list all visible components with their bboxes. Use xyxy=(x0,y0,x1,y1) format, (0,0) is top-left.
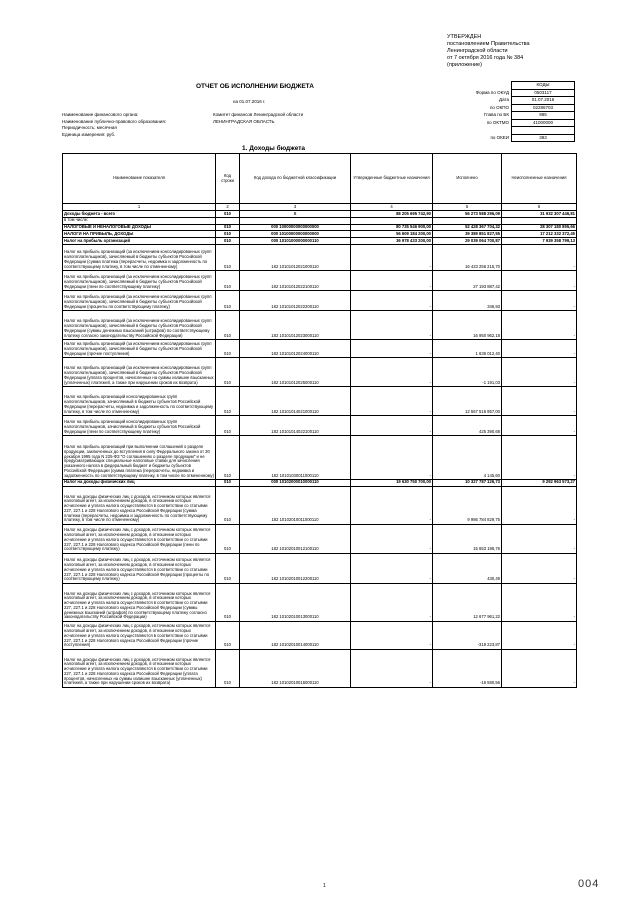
row-income-code: X xyxy=(240,211,351,218)
row-executed: -16 580,56 xyxy=(433,649,502,687)
code-value: 01.07.2016 xyxy=(512,97,575,105)
code-value: 02286703 xyxy=(512,104,575,112)
row-income-code: 182 10101014021000110 xyxy=(240,386,351,415)
row-approved: - xyxy=(351,357,433,386)
row-approved: - xyxy=(351,649,433,687)
row-income-code: 182 10102010014000110 xyxy=(240,621,351,649)
row-line-code: 010 xyxy=(216,583,240,621)
row-income-code: 182 10101030011000110 xyxy=(240,435,351,479)
row-name: Налог на доходы физических лиц с доходов, источником которых является налоговый агент, за исключением доходов, в отношении которых исчисление и уплата налога осуществляются в соответствии со статьями 227, 227.1 и 228 Налогового кодекса Российской Федерации (сумма платежа (перерасчеты, недоимка и задолженность по соответствующему платежу, в том числе по отмененному) xyxy=(63,486,216,524)
row-line-code: 010 xyxy=(216,649,240,687)
row-executed: 56 273 588 296,09 xyxy=(433,211,502,218)
table-row xyxy=(63,479,577,486)
row-executed: -319 223,87 xyxy=(433,621,502,649)
row-executed: 27 193 887,42 xyxy=(433,270,502,290)
table-row xyxy=(63,290,577,310)
row-executed: 52 428 367 704,32 xyxy=(433,224,502,231)
row-executed: 15 653 196,76 xyxy=(433,524,502,553)
row-name: НАЛОГИ НА ПРИБЫЛЬ, ДОХОДЫ xyxy=(63,231,216,238)
header-income-code: Код дохода по бюджетной классификации xyxy=(240,154,351,204)
meta-label: Периодичность: месячная xyxy=(62,125,117,130)
row-approved: - xyxy=(351,621,433,649)
row-line-code: 010 xyxy=(216,479,240,486)
table-row xyxy=(63,435,577,479)
approval-line: УТВЕРЖДЕН xyxy=(447,34,482,40)
row-line-code: 010 xyxy=(216,339,240,357)
table-row xyxy=(63,386,577,415)
row-name: Налог на прибыль организаций (за исключением консолидированных групп налогоплательщиков), зачисляемый в бюджеты субъектов Российской Федерации (сумма платежа (перерасчеты, недоимка и задолженность по соответствующему платежу, в том числе по отмененному) xyxy=(63,244,216,270)
row-unexecuted: - xyxy=(502,649,577,687)
row-approved: - xyxy=(351,310,433,339)
row-line-code: 010 xyxy=(216,357,240,386)
row-income-code: 182 10101012022200110 xyxy=(240,290,351,310)
row-executed: 12 677 961,22 xyxy=(433,583,502,621)
row-name: Налог на прибыль организаций (за исключением консолидированных групп налогоплательщиков), зачисляемый в бюджеты субъектов Российской Федерации (уплата процентов, начисленных на суммы излишне взысканных (уплаченных) платежей, а также при нарушении сроков их возврата) xyxy=(63,357,216,386)
table-row xyxy=(63,524,577,553)
row-unexecuted: - xyxy=(502,415,577,435)
row-executed: 29 039 064 700,87 xyxy=(433,238,502,245)
row-unexecuted: - xyxy=(502,486,577,524)
row-name: Налог на доходы физических лиц с доходов, источником которых является налоговый агент, за исключением доходов, в отношении которых исчисление и уплата налога осуществляются в соответствии со статьями 227, 227.1 и 228 Налогового кодекса Российской Федерации (пени по соответствующему платежу) xyxy=(63,524,216,553)
row-income-code: 000 10000000000000000 xyxy=(240,224,351,231)
column-number: 6 xyxy=(502,204,577,211)
row-name: Налог на прибыль организаций (за исключением консолидированных групп налогоплательщиков), зачисляемый в бюджеты субъектов Российской Федерации (проценты по соответствующему платежу) xyxy=(63,290,216,310)
row-executed: 9 986 784 829,75 xyxy=(433,486,502,524)
row-executed: -1 191,03 xyxy=(433,357,502,386)
table-row xyxy=(63,238,577,245)
column-number: 2 xyxy=(216,204,240,211)
row-line-code: 010 xyxy=(216,238,240,245)
row-unexecuted: - xyxy=(502,339,577,357)
row-name: Налог на прибыль организаций при выполнении соглашений о разделе продукции, заключенных до вступления в силу Федерального закона от 30 декабря 1995 года N 225-ФЗ "О соглашениях о разделе продукции" и не предусматривающих специальные налоговые ставки для зачисления указанного налога в федеральный бюджет и бюджеты субъектов Российской Федерации (сумма платежа (перерасчеты, недоимка и задолженность по соответствующему платежу, в том числе по отмененному) xyxy=(63,435,216,479)
row-income-code: 000 10100000000000000 xyxy=(240,231,351,238)
table-row xyxy=(63,415,577,435)
page-number: 1 xyxy=(323,883,326,889)
row-approved: - xyxy=(351,290,433,310)
row-income-code: 182 10101012025000110 xyxy=(240,357,351,386)
table-row xyxy=(63,621,577,649)
row-approved: 19 630 750 700,00 xyxy=(351,479,433,486)
page-stamp: 004 xyxy=(578,878,600,890)
row-executed: 16 423 256 215,70 xyxy=(433,244,502,270)
income-table xyxy=(62,153,577,688)
meta-labels xyxy=(62,112,166,138)
table-row xyxy=(63,244,577,270)
row-income-code: 000 10102000010000110 xyxy=(240,479,351,486)
row-line-code: 010 xyxy=(216,524,240,553)
row-unexecuted: - xyxy=(502,357,577,386)
row-unexecuted: - xyxy=(502,270,577,290)
row-unexecuted: - xyxy=(502,553,577,583)
row-name: Налог на доходы физических лиц xyxy=(63,479,216,486)
table-row xyxy=(63,357,577,386)
row-income-code: 182 10102010012200110 xyxy=(240,553,351,583)
table-row xyxy=(63,270,577,290)
row-name: Налог на прибыль организаций консолидированных групп налогоплательщиков, зачисляемый в бюджеты субъектов Российской Федерации (перерасчеты, недоимка и задолженность по соответствующему платежу, в том числе по отмененному) xyxy=(63,386,216,415)
row-line-code: 010 xyxy=(216,310,240,339)
row-name: Налог на доходы физических лиц с доходов, источником которых является налоговый агент, за исключением доходов, в отношении которых исчисление и уплата налога осуществляются в соответствии со статьями 227, 227.1 и 228 Налогового кодекса Российской Федерации (проценты по соответствующему платежу) xyxy=(63,553,216,583)
row-approved: 36 978 433 200,00 xyxy=(351,238,433,245)
row-unexecuted: - xyxy=(502,524,577,553)
codes-table xyxy=(437,81,575,142)
row-line-code: 010 xyxy=(216,553,240,583)
table-row xyxy=(63,553,577,583)
row-unexecuted: - xyxy=(502,310,577,339)
row-income-code: 182 10101012023000110 xyxy=(240,310,351,339)
row-name: Доходы бюджета - всего xyxy=(63,211,216,218)
row-executed: 12 567 516 957,00 xyxy=(433,386,502,415)
column-number: 3 xyxy=(240,204,351,211)
row-name: Налог на прибыль организаций консолидированных групп налогоплательщиков, зачисляемый в бюджеты субъектов Российской Федерации (пени по соответствующему платежу) xyxy=(63,415,216,435)
row-approved: - xyxy=(351,339,433,357)
row-line-code: 010 xyxy=(216,231,240,238)
row-line-code: 010 xyxy=(216,486,240,524)
row-line-code xyxy=(216,217,240,224)
row-line-code: 010 xyxy=(216,415,240,435)
row-line-code: 010 xyxy=(216,621,240,649)
header-executed: Исполнено xyxy=(433,154,502,204)
row-income-code: 182 10102010015000110 xyxy=(240,649,351,687)
row-unexecuted: 17 212 332 372,45 xyxy=(502,231,577,238)
row-approved: - xyxy=(351,244,433,270)
row-approved xyxy=(351,217,433,224)
table-row xyxy=(63,339,577,357)
row-executed: 1 636 012,40 xyxy=(433,339,502,357)
row-income-code: 182 10101012024000110 xyxy=(240,339,351,357)
row-unexecuted xyxy=(502,217,577,224)
meta-label: Единица измерения: руб. xyxy=(62,131,116,137)
row-name: Налог на прибыль организаций (за исключением консолидированных групп налогоплательщиков), зачисляемый в бюджеты субъектов Российской Федерации (прочие поступления) xyxy=(63,339,216,357)
meta-value: ЛЕНИНГРАДСКАЯ ОБЛАСТЬ xyxy=(213,118,275,124)
column-number: 4 xyxy=(351,204,433,211)
row-unexecuted: 31 932 307 446,81 xyxy=(502,211,577,218)
code-label: по ОКТМО xyxy=(486,119,509,125)
row-unexecuted: - xyxy=(502,244,577,270)
row-executed: 39 389 851 827,55 xyxy=(433,231,502,238)
row-name: в том числе: xyxy=(63,217,216,224)
approval-line: Ленинградской области xyxy=(447,48,508,54)
row-approved: 88 205 695 742,90 xyxy=(351,211,433,218)
header-unexecuted: Неисполненные назначения xyxy=(502,154,577,204)
row-approved: - xyxy=(351,553,433,583)
row-line-code: 010 xyxy=(216,270,240,290)
row-income-code: 182 10101012021000110 xyxy=(240,244,351,270)
row-executed xyxy=(433,217,502,224)
row-income-code: 182 10102010013000110 xyxy=(240,583,351,621)
row-name: Налог на прибыль организаций (за исключением консолидированных групп налогоплательщиков), зачисляемый в бюджеты субъектов Российской Федерации (суммы денежных взысканий (штрафов) по соответствующему платежу согласно законодательству Российской Федерации) xyxy=(63,310,216,339)
row-executed: 16 950 962,18 xyxy=(433,310,502,339)
row-executed: 10 327 787 126,73 xyxy=(433,479,502,486)
row-name: Налог на доходы физических лиц с доходов, источником которых является налоговый агент, за исключением доходов, в отношении которых исчисление и уплата налога осуществляются в соответствии со статьями 227, 227.1 и 228 Налогового кодекса Российской Федерации (уплата процентов, начисленных на суммы излишне взысканных (уплаченных) платежей, а также при нарушении сроков их возврата) xyxy=(63,649,216,687)
row-executed: 425 390,68 xyxy=(433,415,502,435)
approval-block xyxy=(447,34,530,69)
row-executed: 4 145,60 xyxy=(433,435,502,479)
row-unexecuted: 9 292 963 573,27 xyxy=(502,479,577,486)
row-income-code: 182 10102010012100110 xyxy=(240,524,351,553)
table-row xyxy=(63,231,577,238)
report-title: ОТЧЕТ ОБ ИСПОЛНЕНИИ БЮДЖЕТА xyxy=(196,83,314,90)
row-income-code: 182 10101012022100110 xyxy=(240,270,351,290)
table-row xyxy=(63,649,577,687)
report-date: на 01.07.2016 г. xyxy=(233,99,266,104)
row-approved: - xyxy=(351,386,433,415)
code-value: 41000000 xyxy=(512,119,575,127)
row-unexecuted: 7 939 358 799,13 xyxy=(502,238,577,245)
row-approved: 56 609 184 200,00 xyxy=(351,231,433,238)
code-value: 383 xyxy=(512,134,575,142)
header-name: Наименование показателя xyxy=(63,154,216,204)
table-row xyxy=(63,211,577,218)
header-approved: Утвержденные бюджетные назначения xyxy=(351,154,433,204)
row-approved: - xyxy=(351,486,433,524)
table-row xyxy=(63,224,577,231)
row-unexecuted: - xyxy=(502,290,577,310)
row-income-code: 000 10101000000000110 xyxy=(240,238,351,245)
table-row xyxy=(63,583,577,621)
code-label: по ОКПО xyxy=(489,104,509,110)
row-name: Налог на прибыль организаций (за исключением консолидированных групп налогоплательщиков), зачисляемый в бюджеты субъектов Российской Федерации (пени по соответствующему платежу) xyxy=(63,270,216,290)
row-line-code: 010 xyxy=(216,244,240,270)
row-approved: - xyxy=(351,524,433,553)
row-name: Налог на прибыль организаций xyxy=(63,238,216,245)
table-row xyxy=(63,217,577,224)
approval-line: от 7 октября 2016 года № 384 xyxy=(447,55,524,61)
meta-values xyxy=(213,112,303,125)
row-line-code: 010 xyxy=(216,224,240,231)
row-executed: 346,93 xyxy=(433,290,502,310)
approval-line: постановлением Правительства xyxy=(447,41,530,47)
row-executed: 430,49 xyxy=(433,553,502,583)
row-line-code: 010 xyxy=(216,211,240,218)
code-label xyxy=(437,127,512,135)
row-name: Налог на доходы физических лиц с доходов, источником которых является налоговый агент, за исключением доходов, в отношении которых исчисление и уплата налога осуществляются в соответствии со статьями 227, 227.1 и 228 Налогового кодекса Российской Федерации (прочие поступления) xyxy=(63,621,216,649)
row-unexecuted: - xyxy=(502,386,577,415)
codes-header: КОДЫ xyxy=(512,82,575,90)
table-row xyxy=(63,486,577,524)
row-income-code: 182 10101014022100110 xyxy=(240,415,351,435)
meta-label: Наименование публично-правового образования: xyxy=(62,118,167,124)
table-row xyxy=(63,310,577,339)
column-number: 1 xyxy=(63,204,216,211)
row-unexecuted: 28 307 180 895,66 xyxy=(502,224,577,231)
row-line-code: 010 xyxy=(216,435,240,479)
row-approved: - xyxy=(351,435,433,479)
meta-label: Наименование финансового органа: xyxy=(62,112,139,117)
code-label: по ОКЕИ xyxy=(490,134,509,140)
column-number: 5 xyxy=(433,204,502,211)
row-line-code: 010 xyxy=(216,386,240,415)
header-line-code: Код строки xyxy=(216,154,240,204)
section-title: 1. Доходы бюджета xyxy=(242,145,306,152)
code-value: 0503117 xyxy=(512,89,575,97)
row-approved: - xyxy=(351,270,433,290)
row-unexecuted: - xyxy=(502,621,577,649)
code-value xyxy=(512,127,575,135)
row-approved: - xyxy=(351,583,433,621)
row-approved: 80 735 546 900,00 xyxy=(351,224,433,231)
code-value: 985 xyxy=(512,112,575,120)
row-income-code: 182 10102010011000110 xyxy=(240,486,351,524)
row-name: Налог на доходы физических лиц с доходов, источником которых является налоговый агент, за исключением доходов, в отношении которых исчисление и уплата налога осуществляются в соответствии со статьями 227, 227.1 и 228 Налогового кодекса Российской Федерации (суммы денежных взысканий (штрафов) по соответствующему платежу согласно законодательству Российской Федерации) xyxy=(63,583,216,621)
code-label: Дата xyxy=(499,97,509,102)
row-income-code xyxy=(240,217,351,224)
row-name: НАЛОГОВЫЕ И НЕНАЛОГОВЫЕ ДОХОДЫ xyxy=(63,224,216,231)
row-line-code: 010 xyxy=(216,290,240,310)
meta-value: Комитет финансов Ленинградской области xyxy=(213,112,304,117)
code-label: Глава по БК xyxy=(483,112,509,117)
row-unexecuted: - xyxy=(502,435,577,479)
code-label: Форма по ОКУД xyxy=(475,89,509,95)
row-unexecuted: - xyxy=(502,583,577,621)
row-approved: - xyxy=(351,415,433,435)
approval-line: (приложение) xyxy=(447,62,482,68)
